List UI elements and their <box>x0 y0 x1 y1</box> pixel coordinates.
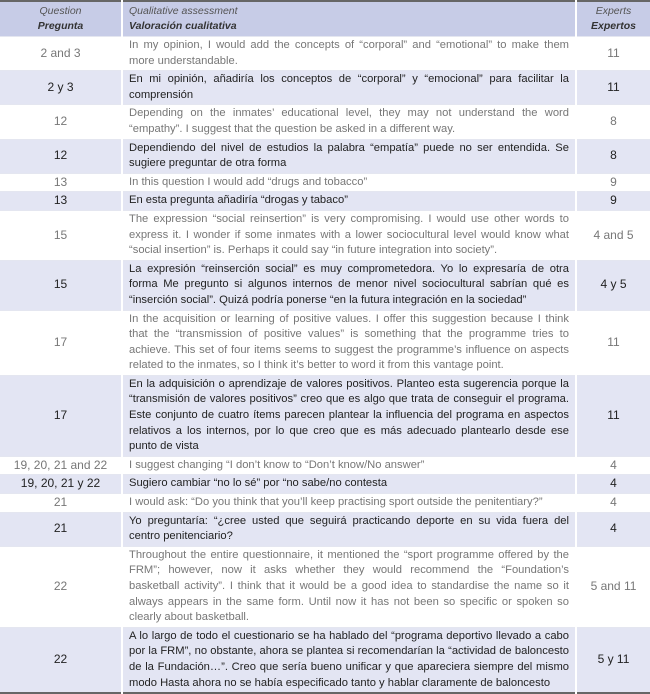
question-cell: 21 <box>0 494 122 513</box>
header-experts-en: Experts <box>595 5 632 17</box>
experts-cell: 9 <box>576 192 650 211</box>
question-cell: 13 <box>0 173 122 192</box>
header-experts-es: Expertos <box>591 20 636 32</box>
experts-cell: 5 and 11 <box>576 546 650 627</box>
header-assessment-en: Qualitative assessment <box>129 5 238 17</box>
table-row <box>0 512 650 546</box>
experts-cell: 11 <box>576 310 650 375</box>
table-row <box>0 210 650 260</box>
experts-cell: 5 y 11 <box>576 627 650 693</box>
assessment-cell: In this question I would add “drugs and tobacco” <box>122 173 576 192</box>
question-cell: 22 <box>0 627 122 693</box>
table-row <box>0 139 650 173</box>
question-cell: 13 <box>0 192 122 211</box>
header-question-en: Question <box>39 5 82 17</box>
question-cell: 12 <box>0 105 122 139</box>
experts-cell: 4 <box>576 475 650 494</box>
experts-cell: 8 <box>576 139 650 173</box>
question-cell: 22 <box>0 546 122 627</box>
assessment-cell: Sugiero cambiar “no lo sé” por “no sabe/no contesta <box>122 475 576 494</box>
assessment-cell: La expresión “reinserción social” es muy comprometedora. Yo lo expresaría de otra forma Me pregunto si algunos internos de menor nivel sociocultural sabrían qué es “inserción social”. Quizá podría ponerse “en la futura integración en la sociedad” <box>122 260 576 310</box>
assessment-cell: In the acquisition or learning of positive values. I offer this suggestion because I think that the “transmission of positive values” is something that the programme tries to achieve. This set of four items seems to suggest the programme’s influence on aspects related to the inmates, so I think it’s better to word it from this vantage point. <box>122 310 576 375</box>
table-row <box>0 173 650 192</box>
experts-cell: 4 <box>576 512 650 546</box>
header-experts <box>576 1 650 37</box>
table-row <box>0 627 650 693</box>
experts-cell: 11 <box>576 375 650 456</box>
assessment-cell: Depending on the inmates’ educational level, they may not understand the word “empathy”. I suggest that the question be asked in a different way. <box>122 105 576 139</box>
experts-cell: 11 <box>576 71 650 105</box>
header-question <box>0 1 122 37</box>
assessment-cell: Dependiendo del nivel de estudios la palabra “empatía” puede no ser entendida. Se sugiere preguntar de otra forma <box>122 139 576 173</box>
experts-cell: 4 <box>576 456 650 475</box>
assessment-cell: Yo preguntaría: “¿cree usted que seguirá practicando deporte en su vida fuera del centro penitenciario? <box>122 512 576 546</box>
table-row <box>0 456 650 475</box>
question-cell: 17 <box>0 310 122 375</box>
question-cell: 12 <box>0 139 122 173</box>
table-row <box>0 494 650 513</box>
question-cell: 19, 20, 21 and 22 <box>0 456 122 475</box>
question-cell: 21 <box>0 512 122 546</box>
question-cell: 15 <box>0 210 122 260</box>
header-assessment <box>122 1 576 37</box>
question-cell: 15 <box>0 260 122 310</box>
table-row <box>0 260 650 310</box>
assessment-cell: A lo largo de todo el cuestionario se ha hablado del “programa deportivo llevado a cabo por la FRM”, no obstante, ahora se plantea si recomendarían la “actividad de baloncesto de la Fundación…”. Creo que sería bueno unificar y que apareciera siempre del mismo modo Hasta ahora no se había especificado tanto y hablar claramente de baloncesto <box>122 627 576 693</box>
table-header <box>0 1 650 37</box>
experts-cell: 4 and 5 <box>576 210 650 260</box>
question-cell: 2 and 3 <box>0 37 122 71</box>
table-row <box>0 546 650 627</box>
header-assessment-es: Valoración cualitativa <box>129 20 237 32</box>
assessment-cell: I suggest changing “I don’t know to “Don’t know/No answer” <box>122 456 576 475</box>
question-cell: 17 <box>0 375 122 456</box>
table-row <box>0 310 650 375</box>
table-row <box>0 37 650 71</box>
assessment-cell: I would ask: “Do you think that you’ll keep practising sport outside the penitentiary?” <box>122 494 576 513</box>
assessment-cell: In my opinion, I would add the concepts of “corporal” and “emotional” to make them more understandable. <box>122 37 576 71</box>
table-row <box>0 375 650 456</box>
table-row <box>0 192 650 211</box>
assessment-cell: En mi opinión, añadiría los conceptos de “corporal” y “emocional” para facilitar la comprensión <box>122 71 576 105</box>
table-row <box>0 105 650 139</box>
experts-cell: 4 <box>576 494 650 513</box>
experts-cell: 9 <box>576 173 650 192</box>
assessment-cell: En esta pregunta añadiría “drogas y tabaco” <box>122 192 576 211</box>
table-row <box>0 71 650 105</box>
question-cell: 2 y 3 <box>0 71 122 105</box>
assessment-cell: En la adquisición o aprendizaje de valores positivos. Planteo esta sugerencia porque la “transmisión de valores positivos” creo que es algo que trata de conseguir el programa. Este conjunto de cuatro ítems parecen plantear la influencia del programa en aspectos relativos a los internos, por lo que creo que es más adecuado plantearlo desde ese punto de vista <box>122 375 576 456</box>
experts-cell: 4 y 5 <box>576 260 650 310</box>
question-cell: 19, 20, 21 y 22 <box>0 475 122 494</box>
experts-cell: 11 <box>576 37 650 71</box>
assessment-cell: Throughout the entire questionnaire, it mentioned the “sport programme offered by the FRM”; however, now it asks whether they would recommend the “Foundation’s basketball activity”. I think that it would be a good idea to standardise the name so it always appears in the same form. Until now it has not been so specific or spoken so clearly about basketball. <box>122 546 576 627</box>
table-row <box>0 475 650 494</box>
header-question-es: Pregunta <box>37 20 84 32</box>
experts-cell: 8 <box>576 105 650 139</box>
assessment-cell: The expression “social reinsertion” is very compromising. I would use other words to express it. I wonder if some inmates with a lower sociocultural level would know what “social insertion” is. Perhaps it could say “in future integration into society”. <box>122 210 576 260</box>
